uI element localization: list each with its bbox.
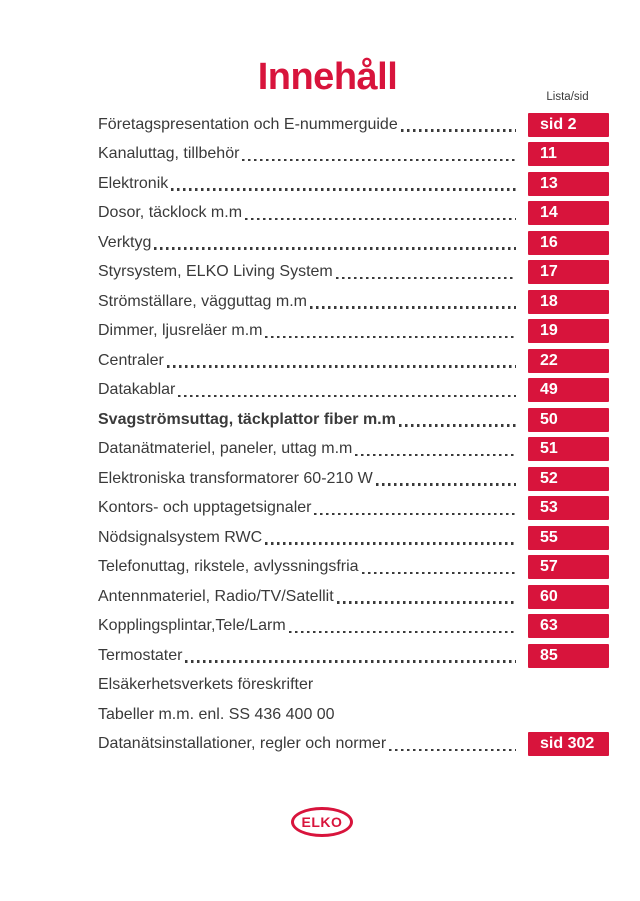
toc-entry-label: Datakablar <box>98 381 176 399</box>
page-number-badge: 60 <box>528 585 609 609</box>
dot-leader <box>401 129 516 132</box>
toc-row <box>98 140 609 170</box>
dot-leader <box>171 188 516 191</box>
elko-logo <box>291 807 353 837</box>
toc-entry-label: Kopplingsplintar,Tele/Larm <box>98 617 286 635</box>
toc-row <box>98 110 609 140</box>
dot-leader <box>265 542 516 545</box>
toc-row <box>98 730 609 760</box>
page-number-badge: 19 <box>528 319 609 343</box>
dot-leader <box>362 572 516 575</box>
toc-row <box>98 700 609 730</box>
toc-row <box>98 523 609 553</box>
toc-entry-label: Elektronik <box>98 174 169 192</box>
toc-list <box>98 110 609 759</box>
page-number-badge: 49 <box>528 378 609 402</box>
toc-entry-label: Dosor, täcklock m.m <box>98 204 243 222</box>
toc-entry-label: Elsäkerhetsverkets föreskrifter <box>98 676 314 694</box>
toc-row <box>98 346 609 376</box>
dot-leader <box>389 749 516 752</box>
column-header-lista-sid: Lista/sid <box>546 91 589 103</box>
dot-leader <box>167 365 516 368</box>
toc-row <box>98 405 609 435</box>
page-number-badge: 16 <box>528 231 609 255</box>
dot-leader <box>355 454 516 457</box>
toc-entry-label: Kontors- och upptagetsignaler <box>98 499 312 517</box>
toc-row <box>98 435 609 465</box>
page-number-badge: sid 2 <box>528 113 609 137</box>
page-number-badge: sid 302 <box>528 732 609 756</box>
dot-leader <box>336 277 516 280</box>
toc-row <box>98 199 609 229</box>
toc-row <box>98 228 609 258</box>
toc-entry-label: Nödsignalsystem RWC <box>98 528 263 546</box>
dot-leader <box>242 159 516 162</box>
page-number-badge: 53 <box>528 496 609 520</box>
toc-row <box>98 671 609 701</box>
page-number-badge: 51 <box>528 437 609 461</box>
toc-entry-label: Antennmateriel, Radio/TV/Satellit <box>98 587 334 605</box>
dot-leader <box>265 336 516 339</box>
page-number-badge: 50 <box>528 408 609 432</box>
page-number-badge: 14 <box>528 201 609 225</box>
dot-leader <box>337 601 516 604</box>
dot-leader <box>376 483 516 486</box>
dot-leader <box>314 513 516 516</box>
toc-entry-label: Kanaluttag, tillbehör <box>98 145 240 163</box>
toc-entry-label: Dimmer, ljusreläer m.m <box>98 322 263 340</box>
page-number-badge: 22 <box>528 349 609 373</box>
dot-leader <box>185 660 516 663</box>
toc-entry-label: Verktyg <box>98 233 152 251</box>
page-number-badge: 17 <box>528 260 609 284</box>
toc-row <box>98 494 609 524</box>
page-number-badge: 63 <box>528 614 609 638</box>
dot-leader <box>399 424 516 427</box>
dot-leader <box>310 306 516 309</box>
toc-row <box>98 376 609 406</box>
toc-row <box>98 641 609 671</box>
toc-row <box>98 169 609 199</box>
dot-leader <box>245 218 516 221</box>
dot-leader <box>154 247 516 250</box>
toc-row <box>98 464 609 494</box>
page-number-badge: 52 <box>528 467 609 491</box>
toc-row <box>98 553 609 583</box>
toc-entry-label: Termostater <box>98 646 183 664</box>
elko-logo-text: ELKO <box>301 814 343 830</box>
toc-entry-label: Telefonuttag, rikstele, avlyssningsfria <box>98 558 359 576</box>
toc-entry-label: Företagspresentation och E-nummerguide <box>98 115 398 133</box>
page-number-badge: 13 <box>528 172 609 196</box>
dot-leader <box>178 395 516 398</box>
toc-row <box>98 612 609 642</box>
toc-entry-label: Centraler <box>98 351 164 369</box>
page-number-badge: 18 <box>528 290 609 314</box>
page-number-badge: 55 <box>528 526 609 550</box>
toc-row <box>98 317 609 347</box>
toc-entry-label: Datanätmateriel, paneler, uttag m.m <box>98 440 353 458</box>
page-number-badge: 11 <box>528 142 609 166</box>
page-title: Innehåll <box>257 56 398 98</box>
dot-leader <box>289 631 516 634</box>
toc-entry-label: Styrsystem, ELKO Living System <box>98 263 333 281</box>
toc-entry-label: Elektroniska transformatorer 60-210 W <box>98 469 373 487</box>
page-number-badge: 57 <box>528 555 609 579</box>
toc-row <box>98 287 609 317</box>
toc-entry-label: Datanätsinstallationer, regler och normer <box>98 735 387 753</box>
toc-entry-label: Svagströmsuttag, täckplattor fiber m.m <box>98 410 396 428</box>
toc-entry-label: Strömställare, vägguttag m.m <box>98 292 307 310</box>
toc-row <box>98 258 609 288</box>
toc-row <box>98 582 609 612</box>
page-number-badge: 85 <box>528 644 609 668</box>
toc-entry-label: Tabeller m.m. enl. SS 436 400 00 <box>98 705 335 723</box>
